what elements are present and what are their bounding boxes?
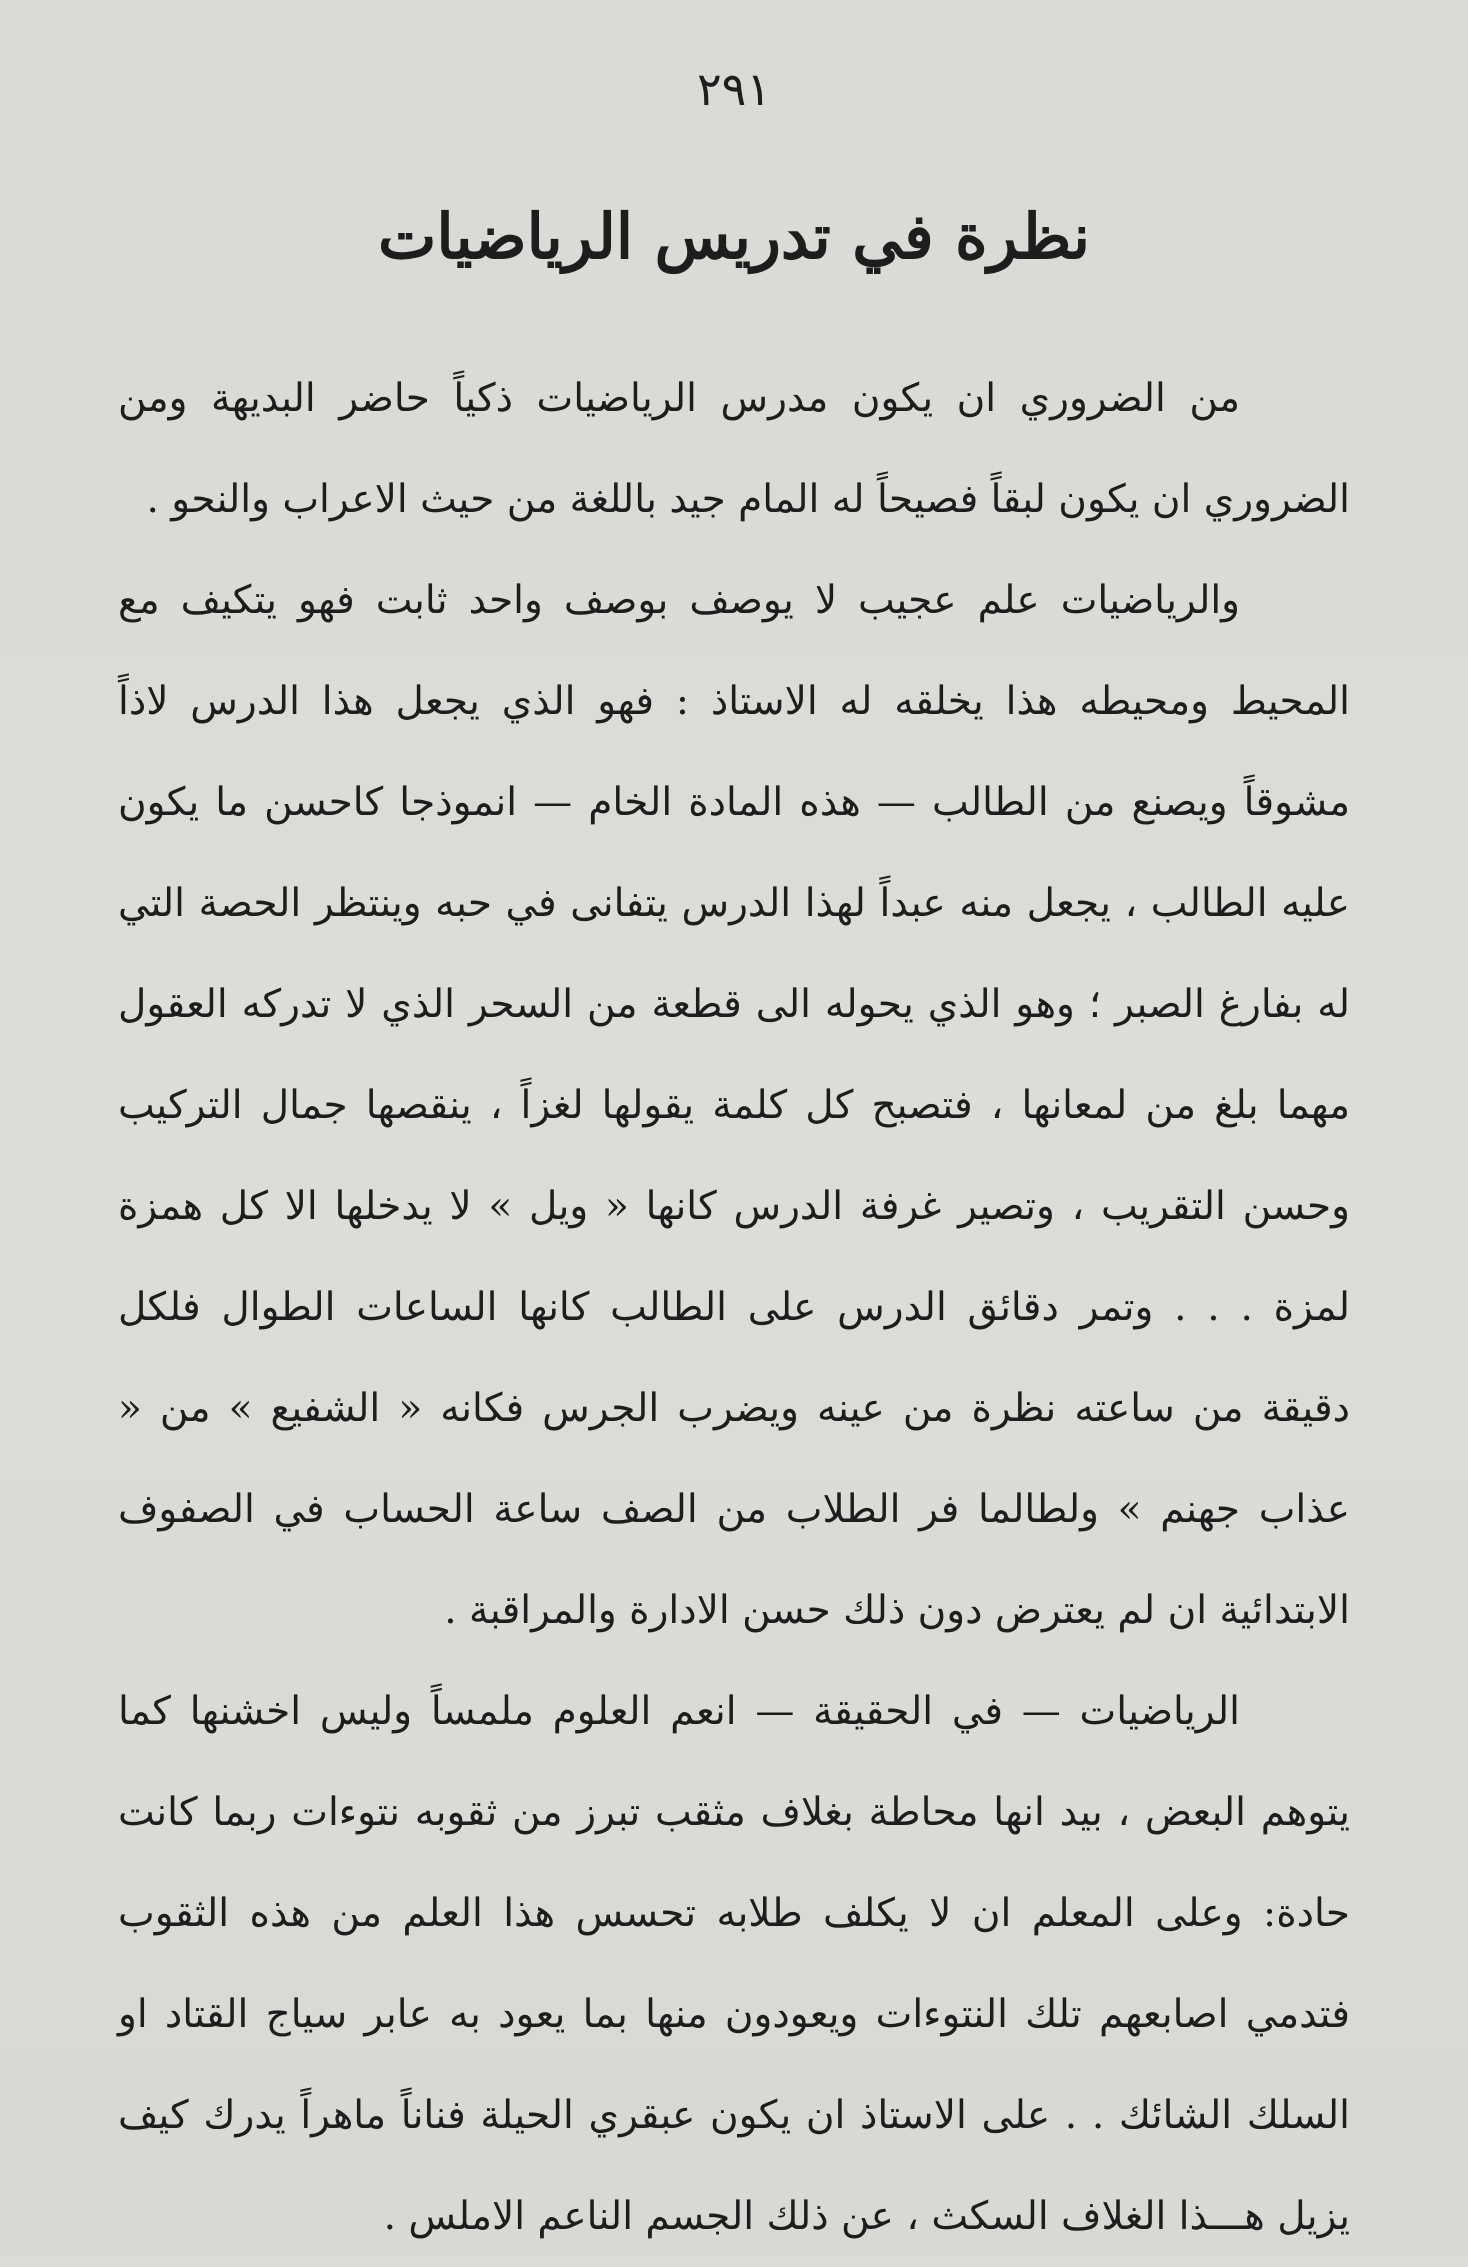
paragraph-2: والرياضيات علم عجيب لا يوصف بوصف واحد ثابت فهو يتكيف مع المحيط ومحيطه هذا يخلقه له الاستاذ : فهو الذي يجعل هذا الدرس لاذاً مشوقاً ويصنع من الطالب — هذه المادة الخام — انموذجا كاحسن ما يكون عليه الطالب ، يجعل منه عبداً لهذا الدرس يتفانى في حبه وينتظر الحصة التي له بفارغ الصبر ؛ وهو الذي يحوله الى قطعة من السحر الذي لا تدركه العقول مهما بلغ من لمعانها ، فتصبح كل كلمة يقولها لغزاً ، ينقصها جمال التركيب وحسن التقريب ، وتصير غرفة الدرس كانها « ويل » لا يدخلها الا كل همزة لمزة . . . وتمر دقائق الدرس على الطالب كانها الساعات الطوال فلكل دقيقة من ساعته نظرة من عينه ويضرب الجرس فكانه « الشفيع » من « عذاب جهنم » ولطالما فر الطلاب من الصف ساعة الحساب في الصفوف الابتدائية ان لم يعترض دون ذلك حسن الادارة والمراقبة . <box>118 578 1350 1633</box>
paragraph-3: الرياضيات — في الحقيقة — انعم العلوم ملمساً وليس اخشنها كما يتوهم البعض ، بيد انها محاطة بغلاف مثقب تبرز من ثقوبه نتوءات ربما كانت حادة: وعلى المعلم ان لا يكلف طلابه تحسس هذا العلم من هذه الثقوب فتدمي اصابعهم تلك النتوءات ويعودون منها بما يعود به عابر سياج القتاد او السلك الشائك . . على الاستاذ ان يكون عبقري الحيلة فناناً ماهراً يدرك كيف يزيل هـــذا الغلاف السكث ، عن ذلك الجسم الناعم الاملس . <box>118 1689 1350 2239</box>
paragraph-1: من الضروري ان يكون مدرس الرياضيات ذكياً حاضر البديهة ومن الضروري ان يكون لبقاً فصيحاً له المام جيد باللغة من حيث الاعراب والنحو . <box>118 376 1350 522</box>
article-body <box>118 348 1350 2267</box>
page-number: ٢٩١ <box>696 62 772 116</box>
article-title: نظرة في تدريس الرياضيات <box>377 200 1090 273</box>
